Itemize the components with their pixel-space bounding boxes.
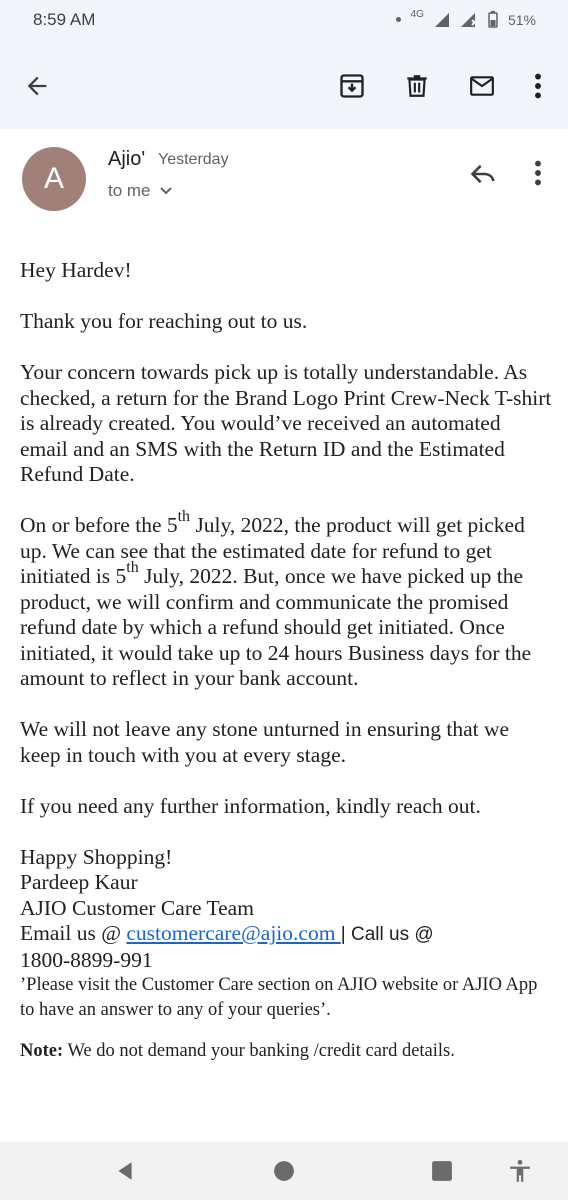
accessibility-icon[interactable] xyxy=(507,1158,533,1189)
signal-icon xyxy=(460,12,478,28)
superscript: th xyxy=(177,507,191,525)
sender-name: Ajio' xyxy=(108,148,146,170)
paragraph: We will not leave any stone unturned in ensuring that we keep in touch with you at every stage. xyxy=(20,717,510,767)
closing: Happy Shopping! xyxy=(20,844,173,869)
battery-icon xyxy=(488,11,498,28)
signal-icon xyxy=(434,12,450,28)
visit-note: ’Please visit the Customer Care section on AJIO website or AJIO App to have an answer to any of your queries’. xyxy=(20,975,538,1020)
status-icons xyxy=(396,11,536,28)
toolbar xyxy=(0,42,568,129)
network-type: 4G xyxy=(410,9,424,20)
trash-icon[interactable] xyxy=(400,69,434,103)
phone-number: 1800-8899-991 xyxy=(20,947,153,972)
contact-line: Email us @ customercare@ajio.com | Call us @ xyxy=(20,921,434,945)
paragraph: Your concern towards pick up is totally understandable. As checked, a return for the Brand Logo Print Crew-Neck T-shirt is already created. You would’ve received an automated email and an SMS with the Return ID and the Estimated Refund Date. xyxy=(20,360,552,486)
nav-home-icon[interactable] xyxy=(273,1160,295,1187)
paragraph: If you need any further information, kindly reach out. xyxy=(20,793,481,818)
navigation-bar xyxy=(0,1142,568,1200)
archive-icon[interactable] xyxy=(335,69,369,103)
recipient-label: to me xyxy=(108,181,151,200)
avatar[interactable]: A xyxy=(22,147,86,211)
reply-icon[interactable] xyxy=(468,160,498,193)
email-link[interactable]: customercare@ajio.com xyxy=(126,921,341,945)
paragraph: Thank you for reaching out to us. xyxy=(20,309,308,333)
superscript: th xyxy=(126,558,139,576)
security-note: Note: We do not demand your banking /credit card details. xyxy=(20,1041,455,1061)
more-vert-icon[interactable] xyxy=(521,69,555,103)
email-date: Yesterday xyxy=(158,151,229,168)
agent-name: Pardeep Kaur xyxy=(20,870,138,894)
nav-back-icon[interactable] xyxy=(114,1160,136,1187)
nav-recents-icon[interactable] xyxy=(431,1160,453,1187)
paragraph: On or before the 5th July, 2022, the product will get picked up. We can see that the estimated date for refund to get initiated is 5th July, 2022. But, once we have picked up the product, we will confirm and communicate the promised refund date by which a refund should get initiated. Once initiated, it would take up to 24 hours Business days for the amount to reflect in your bank account. xyxy=(20,507,532,690)
more-vert-icon[interactable] xyxy=(534,160,542,191)
recipient-toggle[interactable] xyxy=(108,181,173,201)
arrow-left-icon[interactable] xyxy=(20,69,54,103)
signature xyxy=(20,845,552,1065)
mail-icon[interactable] xyxy=(465,69,499,103)
greeting: Hey Hardev! xyxy=(20,258,132,282)
status-time: 8:59 AM xyxy=(33,10,96,29)
notification-dot-icon xyxy=(396,17,401,22)
battery-level: 51% xyxy=(507,11,536,28)
chevron-down-icon xyxy=(159,186,173,196)
team-name: AJIO Customer Care Team xyxy=(20,895,254,920)
email-body xyxy=(20,258,552,1064)
